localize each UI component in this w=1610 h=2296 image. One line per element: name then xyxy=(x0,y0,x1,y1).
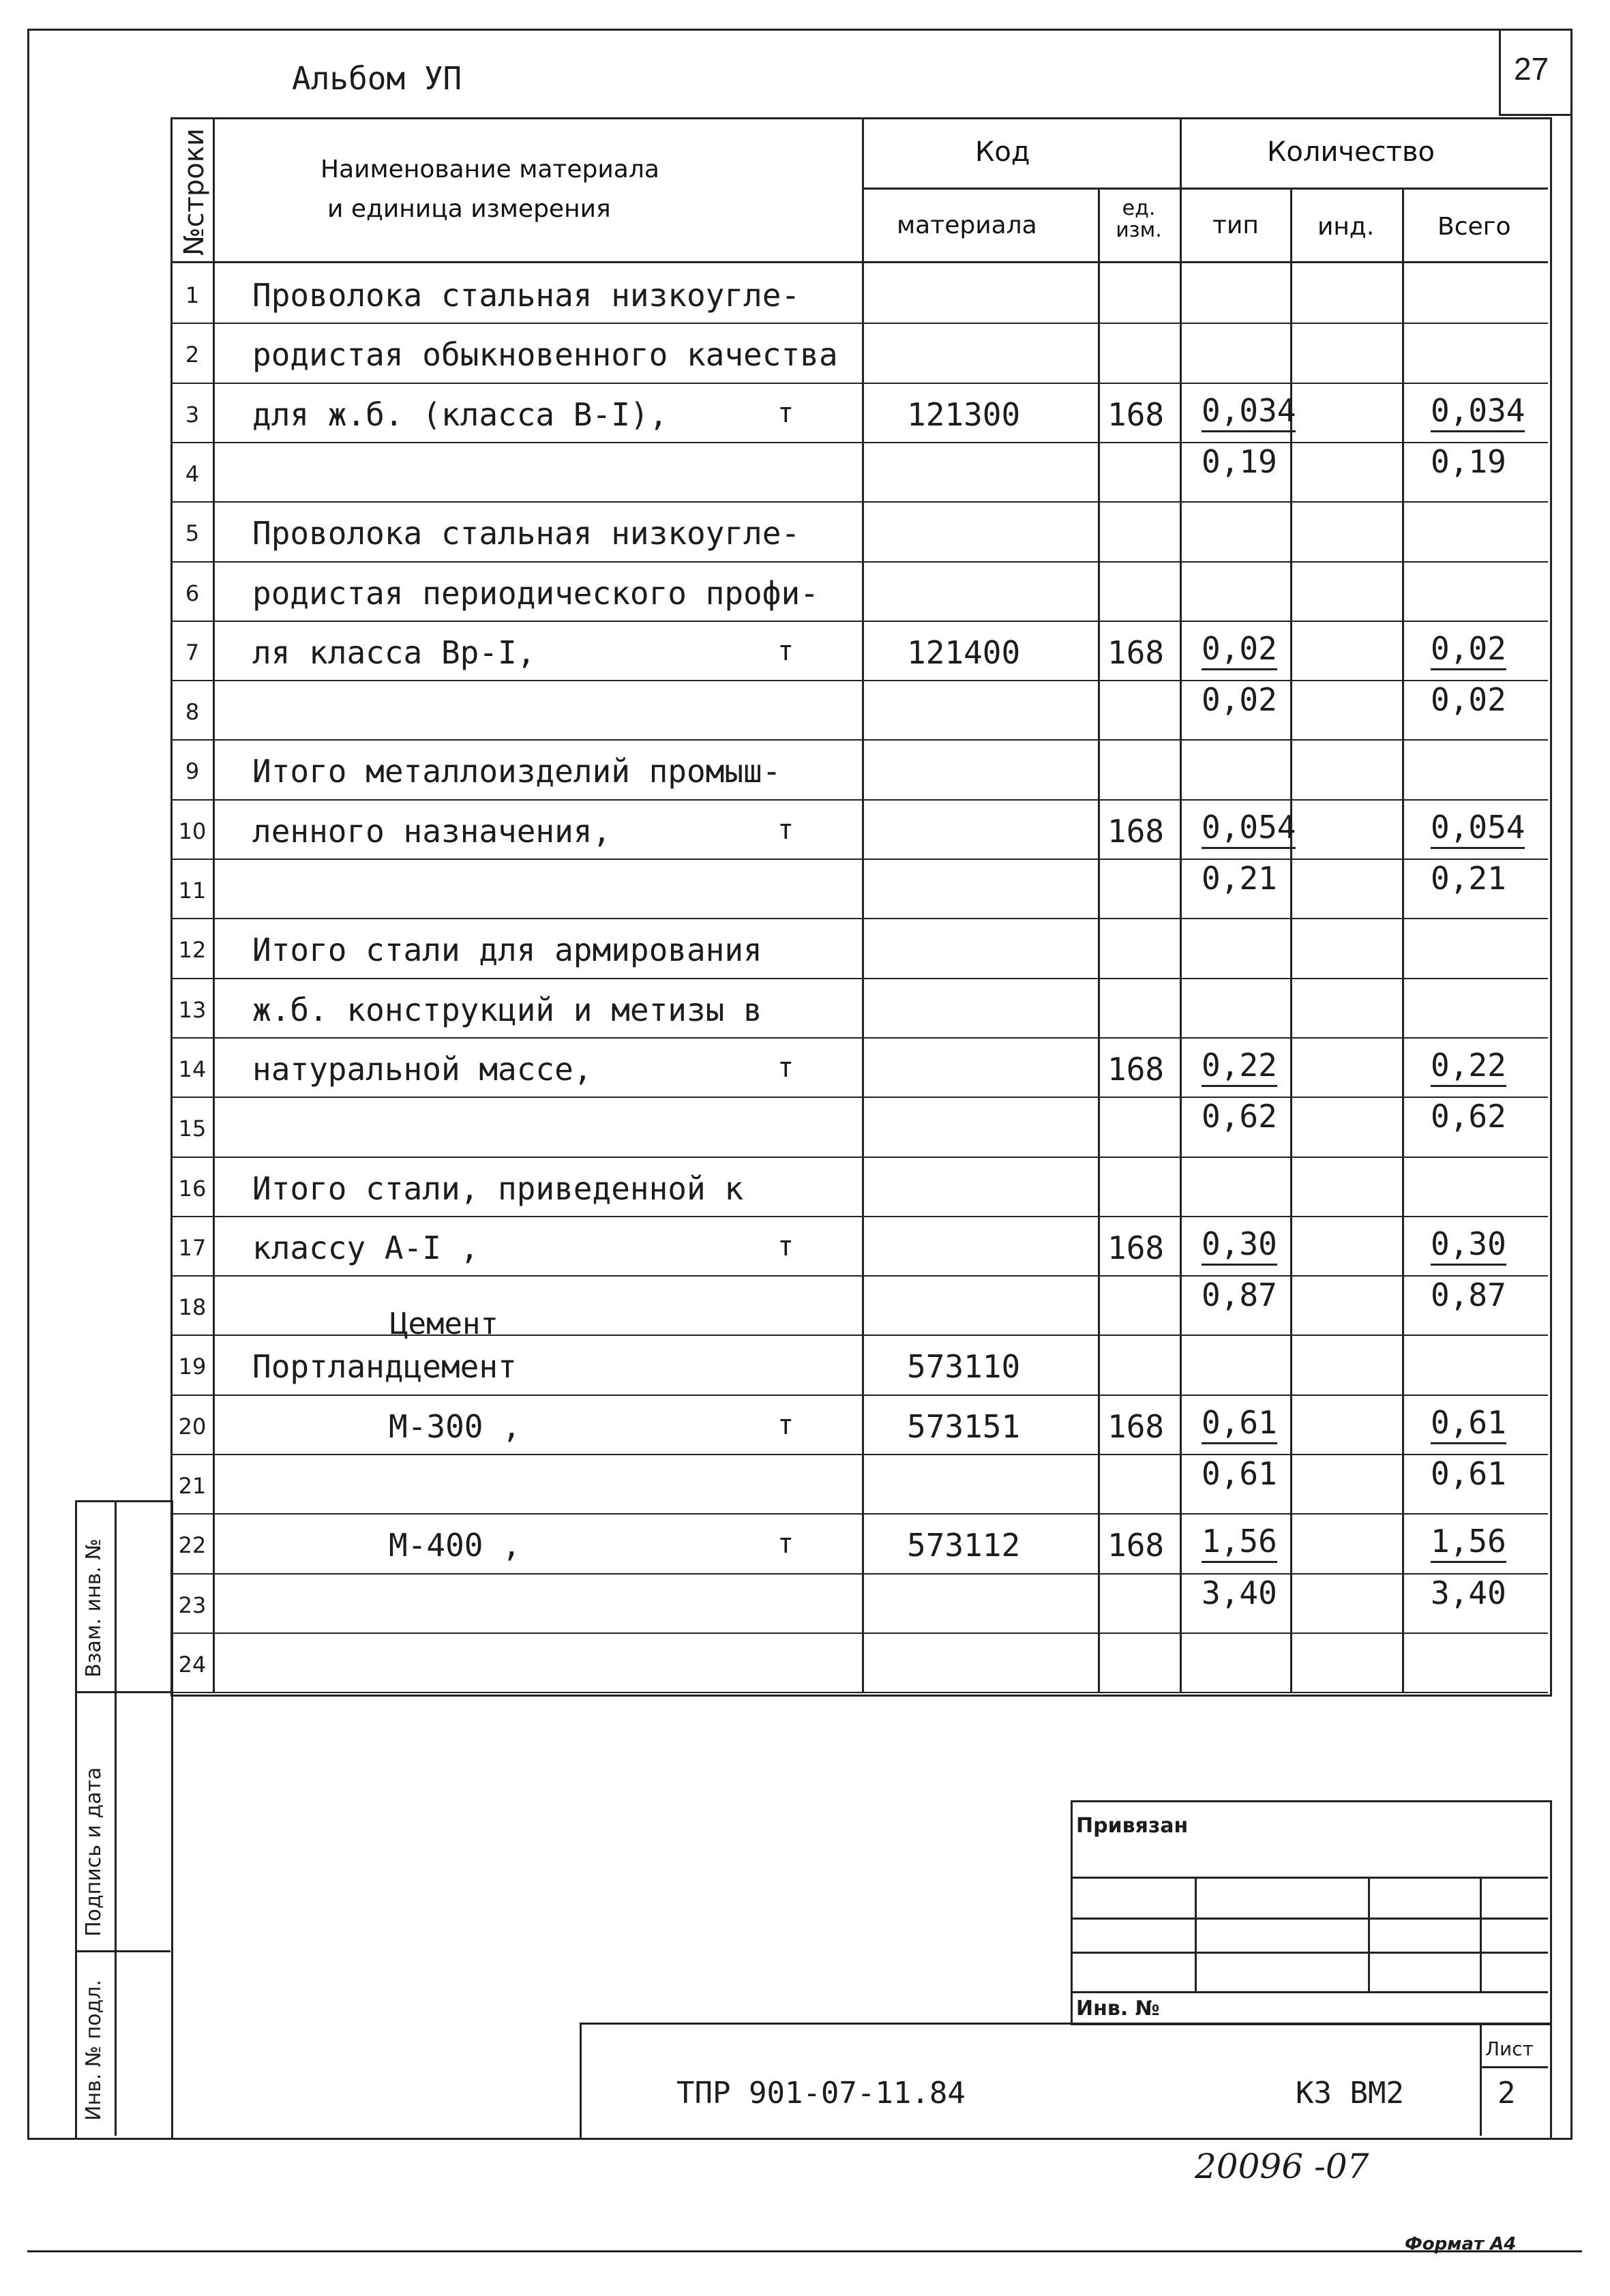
section-code: КЗ ВМ2 xyxy=(1296,2076,1404,2111)
material-name: Итого металлоизделий промыш- xyxy=(252,753,781,790)
code-unit-header: ед. изм. xyxy=(1116,196,1162,242)
table-row xyxy=(0,1097,1610,1156)
qty-total: 0,02 xyxy=(1431,681,1506,719)
row-number: 9 xyxy=(185,758,200,785)
header-line xyxy=(862,188,1548,190)
stamp-col xyxy=(1368,1877,1370,1991)
material-name: Портландцемент xyxy=(252,1348,517,1386)
stamp-line xyxy=(1071,1877,1548,1879)
qty-type: 0,22 xyxy=(1202,1047,1277,1087)
side-label-inv-no: Взам. инв. № xyxy=(82,1538,106,1678)
sheet-label: Лист xyxy=(1485,2038,1534,2060)
qty-type: 0,034 xyxy=(1202,392,1296,432)
material-name: М-300 , xyxy=(389,1407,521,1445)
privyazan-label: Привязан xyxy=(1076,1814,1189,1838)
unit: т xyxy=(777,1528,794,1560)
unit-code: 168 xyxy=(1107,1407,1165,1445)
material-name: ленного назначения, xyxy=(252,812,612,850)
table-row xyxy=(0,1573,1610,1632)
row-number: 12 xyxy=(178,937,207,964)
table-row xyxy=(0,1157,1610,1216)
qty-total: 0,054 xyxy=(1431,809,1525,849)
table-row xyxy=(0,1632,1610,1692)
qty-total: 3,40 xyxy=(1431,1574,1506,1611)
row-number: 24 xyxy=(178,1651,207,1678)
table-row xyxy=(0,680,1610,739)
quantity-header: Количество xyxy=(1267,136,1435,168)
table-row xyxy=(0,1513,1610,1572)
table-row xyxy=(0,561,1610,621)
row-number: 8 xyxy=(185,699,200,726)
material-name: ж.б. конструкций и метизы в xyxy=(252,991,762,1028)
material-name: классу А-I , xyxy=(252,1229,479,1266)
unit-code: 168 xyxy=(1107,396,1165,433)
table-row xyxy=(0,918,1610,977)
name-header-line1: Наименование материала xyxy=(320,155,659,183)
material-name: ля класса Вр-I, xyxy=(252,633,536,671)
row-number: 21 xyxy=(178,1473,207,1499)
table-row xyxy=(0,1216,1610,1275)
qty-total: 0,30 xyxy=(1431,1225,1506,1266)
unit-code: 168 xyxy=(1107,1527,1165,1564)
table-row xyxy=(0,501,1610,561)
handwritten-number: 20096 -07 xyxy=(1195,2147,1369,2186)
table-row xyxy=(0,799,1610,859)
row-number: 20 xyxy=(178,1413,207,1440)
table-row xyxy=(0,442,1610,501)
row-number: 15 xyxy=(178,1116,207,1142)
table-row xyxy=(0,323,1610,382)
table-row xyxy=(0,739,1610,799)
qty-total: 0,62 xyxy=(1431,1098,1506,1135)
row-number: 22 xyxy=(178,1532,207,1559)
row-number: 3 xyxy=(185,401,200,428)
qty-type-header: тип xyxy=(1212,211,1259,239)
unit: т xyxy=(777,1230,794,1262)
qty-type: 0,02 xyxy=(1202,630,1277,670)
qty-type: 0,21 xyxy=(1202,860,1277,897)
unit-code: 168 xyxy=(1107,1050,1165,1088)
row-number: 19 xyxy=(178,1354,207,1380)
unit-code: 168 xyxy=(1107,1229,1165,1266)
row-number: 10 xyxy=(178,818,207,844)
inv-no-label: Инв. № xyxy=(1076,1997,1160,2021)
row-number: 23 xyxy=(178,1592,207,1618)
qty-type: 3,40 xyxy=(1202,1574,1277,1611)
cement-heading: Цемент xyxy=(390,1307,498,1341)
stamp-line xyxy=(1071,1991,1548,1993)
unit: т xyxy=(777,814,794,846)
table-row xyxy=(0,1395,1610,1454)
material-name: натуральной массе, xyxy=(252,1050,593,1088)
row-no-header: №строки xyxy=(179,128,210,256)
unit-code: 168 xyxy=(1107,633,1165,671)
row-number: 6 xyxy=(185,580,200,606)
material-name: Итого стали для армирования xyxy=(252,931,762,969)
row-number: 1 xyxy=(185,282,200,308)
unit: т xyxy=(777,1409,794,1441)
stamp-line xyxy=(1071,1952,1548,1954)
qty-total: 0,19 xyxy=(1431,443,1506,480)
qty-total: 0,22 xyxy=(1431,1047,1506,1087)
qty-total: 1,56 xyxy=(1431,1523,1506,1563)
code-header: Код xyxy=(975,136,1030,168)
side-stamp-line xyxy=(75,1691,170,1693)
row-number: 7 xyxy=(185,639,200,666)
material-name: родистая обыкновенного качества xyxy=(252,336,838,374)
row-number: 2 xyxy=(185,342,200,368)
qty-total-header: Всего xyxy=(1437,213,1511,241)
format-label: Формат А4 xyxy=(1405,2234,1517,2254)
bottom-cut-line xyxy=(27,2250,1582,2252)
qty-type: 0,02 xyxy=(1202,681,1277,719)
document-code: ТПР 901-07-11.84 xyxy=(676,2076,966,2111)
name-header-line2: и единица измерения xyxy=(327,195,611,223)
material-name: М-400 , xyxy=(389,1527,521,1564)
material-name: для ж.б. (класса В-I), xyxy=(252,396,668,433)
qty-type: 0,054 xyxy=(1202,809,1296,849)
stamp-col xyxy=(1480,1877,1482,1991)
table-row xyxy=(0,978,1610,1037)
material-code: 573112 xyxy=(907,1527,1021,1564)
code-material-header: материала xyxy=(897,211,1037,239)
row-number: 16 xyxy=(178,1175,207,1202)
title-block-divider xyxy=(1480,2023,1482,2136)
unit: т xyxy=(777,1052,794,1084)
unit-code: 168 xyxy=(1107,812,1165,850)
side-label-signature: Подпись и дата xyxy=(82,1767,106,1937)
qty-total: 0,034 xyxy=(1431,392,1525,432)
sheet-number: 2 xyxy=(1497,2076,1516,2111)
unit: т xyxy=(777,397,794,429)
qty-total: 0,61 xyxy=(1431,1404,1506,1444)
stamp-line xyxy=(1071,1918,1548,1920)
row-number: 13 xyxy=(178,996,207,1023)
qty-ind-header: инд. xyxy=(1317,213,1375,241)
table-row xyxy=(0,621,1610,680)
material-code: 121300 xyxy=(907,396,1021,433)
row-number: 11 xyxy=(178,878,207,904)
material-name: Проволока стальная низкоугле- xyxy=(252,515,801,552)
table-row xyxy=(0,1454,1610,1513)
table-row xyxy=(0,263,1610,323)
table-row xyxy=(0,1037,1610,1097)
stamp-col xyxy=(1195,1877,1197,1991)
qty-type: 0,61 xyxy=(1202,1455,1277,1492)
row-number: 17 xyxy=(178,1234,207,1261)
unit: т xyxy=(777,635,794,667)
row-divider xyxy=(170,1692,1548,1693)
table-row xyxy=(0,859,1610,918)
material-code: 573151 xyxy=(907,1407,1021,1445)
qty-total: 0,61 xyxy=(1431,1455,1506,1492)
material-name: Итого стали, приведенной к xyxy=(252,1169,744,1207)
qty-total: 0,87 xyxy=(1431,1277,1506,1314)
row-number: 18 xyxy=(178,1294,207,1321)
table-row xyxy=(0,1275,1610,1335)
row-number: 5 xyxy=(185,520,200,547)
qty-type: 0,19 xyxy=(1202,443,1277,480)
album-title: Альбом УП xyxy=(292,60,462,97)
qty-total: 0,02 xyxy=(1431,630,1506,670)
row-number: 14 xyxy=(178,1056,207,1082)
qty-type: 0,61 xyxy=(1202,1404,1277,1444)
row-number: 4 xyxy=(185,460,200,487)
sheet-label-line xyxy=(1480,2066,1548,2068)
table-row xyxy=(0,1335,1610,1394)
qty-total: 0,21 xyxy=(1431,860,1506,897)
material-code: 121400 xyxy=(907,633,1021,671)
side-label-inv-podl: Инв. № подл. xyxy=(82,1980,106,2121)
page-number: 27 xyxy=(1514,51,1549,87)
material-name: родистая периодического профи- xyxy=(252,574,819,612)
side-stamp-line xyxy=(75,1950,170,1952)
qty-type: 1,56 xyxy=(1202,1523,1277,1563)
qty-type: 0,30 xyxy=(1202,1225,1277,1266)
qty-type: 0,87 xyxy=(1202,1277,1277,1314)
table-row xyxy=(0,383,1610,442)
material-name: Проволока стальная низкоугле- xyxy=(252,277,801,314)
side-stamp-divider xyxy=(115,1500,117,2136)
material-code: 573110 xyxy=(907,1348,1021,1386)
qty-type: 0,62 xyxy=(1202,1098,1277,1135)
